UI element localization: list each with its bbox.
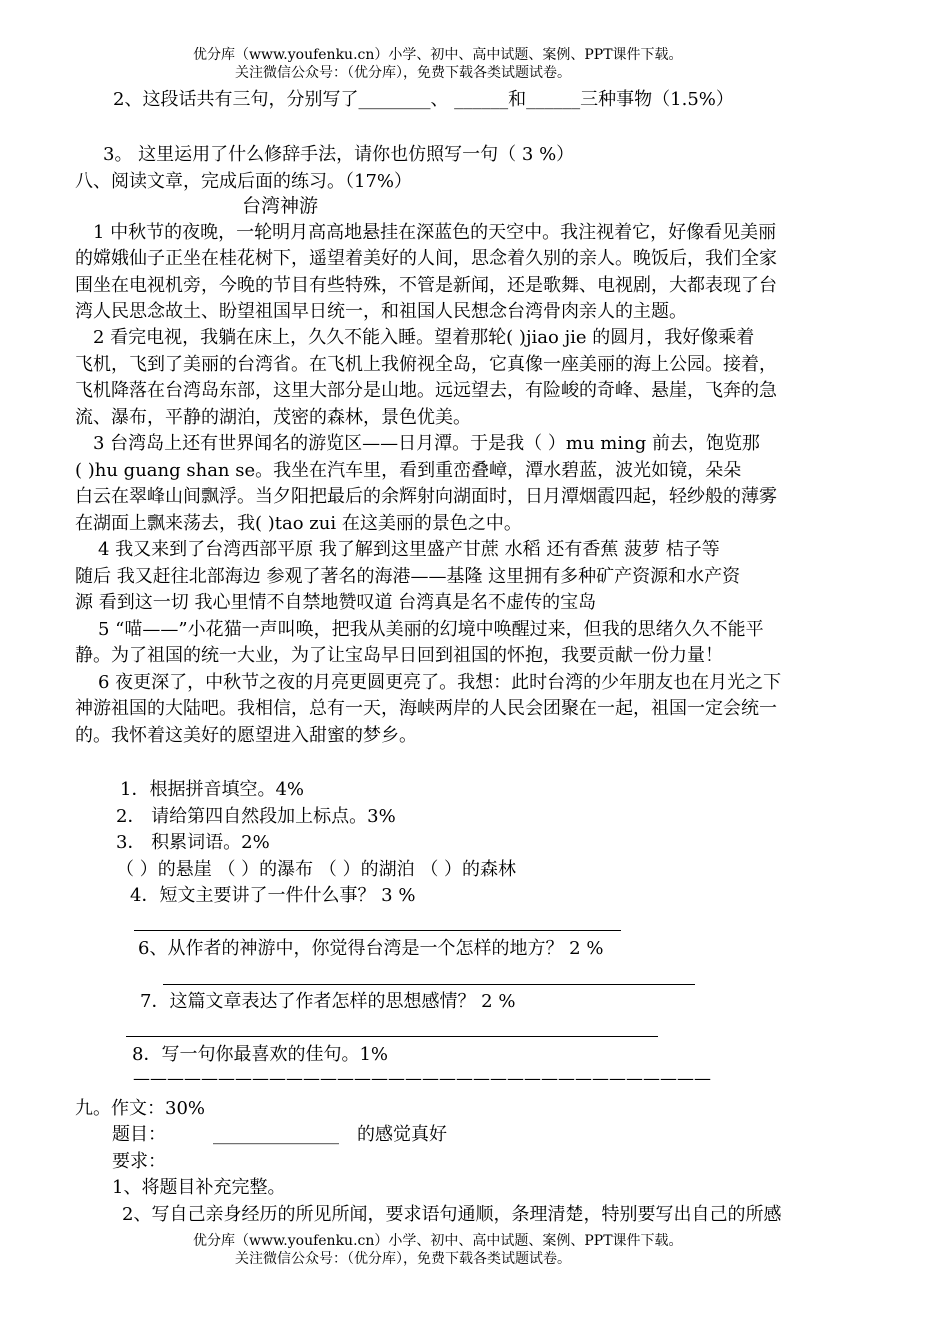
- article-line: 湾人民思念故土、盼望祖国早日统一，和祖国人民想念台湾骨肉亲人的主题。: [75, 301, 687, 322]
- article-line: 2 看完电视，我躺在床上，久久不能入睡。望着那轮( )jiao jie 的圆月，我好像乘着: [93, 327, 755, 348]
- answer-line-7[interactable]: [126, 1036, 658, 1037]
- article-line: 神游祖国的大陆吧。我相信，总有一天，海峡两岸的人民会团聚在一起，祖国一定会统一: [75, 698, 777, 719]
- article-line: 的嫦娥仙子正坐在桂花树下，遥望着美好的人间，思念着久别的亲人。晚饭后，我们全家: [75, 248, 777, 269]
- article-line: ( )hu guang shan se。我坐在汽车里，看到重峦叠嶂，潭水碧蓝，波光如镜，朵朵: [75, 460, 742, 481]
- answer-line-4[interactable]: [134, 930, 621, 931]
- requirements-label: 要求：: [112, 1151, 166, 1172]
- article-line: 源 看到这一切 我心里情不自禁地赞叹道 台湾真是名不虚传的宝岛: [75, 592, 597, 613]
- prev-question-2: 2、这段话共有三句，分别写了________、 ______和______三种事物（1.5%）: [113, 89, 734, 110]
- article-line: 飞机，飞到了美丽的台湾省。在飞机上我俯视全岛，它真像一座美丽的海上公园。接着，: [75, 354, 777, 375]
- section-9-heading: 九。作文：30%: [75, 1098, 206, 1119]
- article-line: 飞机降落在台湾岛东部，这里大部分是山地。远远望去，有险峻的奇峰、悬崖，飞奔的急: [75, 380, 777, 401]
- prev-question-3: 3。 这里运用了什么修辞手法，请你也仿照写一句（ 3 %）: [103, 144, 575, 165]
- article-line: 随后 我又赶往北部海边 参观了著名的海港——基隆 这里拥有多种矿产资源和水产资: [75, 566, 741, 587]
- composition-topic-suffix: 的感觉真好: [357, 1124, 447, 1145]
- question-3: 3． 积累词语。2%: [116, 832, 270, 853]
- article-line: 1 中秋节的夜晚，一轮明月高高地悬挂在深蓝色的天空中。我注视着它，好像看见美丽: [93, 222, 777, 243]
- header-line-2: 关注微信公众号：（优分库），免费下载各类试题试卷。: [235, 65, 571, 81]
- answer-line-6[interactable]: [163, 984, 695, 985]
- question-4: 4．短文主要讲了一件什么事？ 3 %: [130, 885, 416, 906]
- article-line: 的。我怀着这美好的愿望进入甜蜜的梦乡。: [75, 725, 417, 746]
- question-7: 7．这篇文章表达了作者怎样的思想感情？ 2 %: [140, 991, 516, 1012]
- composition-topic-blank[interactable]: ______________: [213, 1124, 339, 1145]
- question-2: 2． 请给第四自然段加上标点。3%: [116, 806, 396, 827]
- article-line: 4 我又来到了台湾西部平原 我了解到这里盛产甘蔗 水稻 还有香蕉 菠萝 桔子等: [98, 539, 720, 560]
- question-1: 1．根据拼音填空。4%: [120, 779, 305, 800]
- article-line: 围坐在电视机旁，今晚的节目有些特殊，不管是新闻，还是歌舞、电视剧，大都表现了台: [75, 275, 777, 296]
- header-line-1: 优分库（www.youfenku.cn）小学、初中、高中试题、案例、PPT课件下载。: [193, 47, 683, 63]
- question-8: 8．写一句你最喜欢的佳句。1%: [132, 1044, 389, 1065]
- article-line: 5 “喵——”小花猫一声叫唤，把我从美丽的幻境中唤醒过来，但我的思绪久久不能平: [98, 619, 764, 640]
- article-title: 台湾神游: [242, 195, 319, 217]
- footer-line-1: 优分库（www.youfenku.cn）小学、初中、高中试题、案例、PPT课件下载。: [193, 1233, 683, 1249]
- requirement-1: 1、将题目补充完整。: [112, 1177, 286, 1198]
- composition-topic-label: 题目：: [112, 1124, 166, 1145]
- article-line: 白云在翠峰山间飘浮。当夕阳把最后的余辉射向湖面时，日月潭烟霞四起，轻纱般的薄雾: [75, 486, 777, 507]
- requirement-2: 2、写自己亲身经历的所见所闻，要求语句通顺，条理清楚，特别要写出自己的所感: [122, 1204, 782, 1225]
- article-line: 6 夜更深了，中秋节之夜的月亮更圆更亮了。我想：此时台湾的少年朋友也在月光之下: [98, 672, 782, 693]
- footer-line-2: 关注微信公众号：（优分库），免费下载各类试题试卷。: [235, 1251, 571, 1267]
- question-6: 6、从作者的神游中，你觉得台湾是一个怎样的地方？ 2 %: [138, 938, 604, 959]
- answer-line-8[interactable]: ——————————————————————————————————: [133, 1069, 711, 1089]
- section-8-heading: 八、阅读文章，完成后面的练习。（17%）: [75, 171, 413, 192]
- article-line: 在湖面上飘来荡去，我( )tao zui 在这美丽的景色之中。: [75, 513, 522, 534]
- article-line: 流、瀑布，平静的湖泊，茂密的森林，景色优美。: [75, 407, 471, 428]
- article-line: 3 台湾岛上还有世界闻名的游览区——日月潭。于是我（ ）mu ming 前去，饱览那: [93, 433, 760, 454]
- article-line: 静。为了祖国的统一大业，为了让宝岛早日回到祖国的怀抱，我要贡献一份力量！: [75, 645, 723, 666]
- question-3-blanks[interactable]: （ ）的悬崖 （ ）的瀑布 （ ）的湖泊 （ ）的森林: [116, 859, 517, 880]
